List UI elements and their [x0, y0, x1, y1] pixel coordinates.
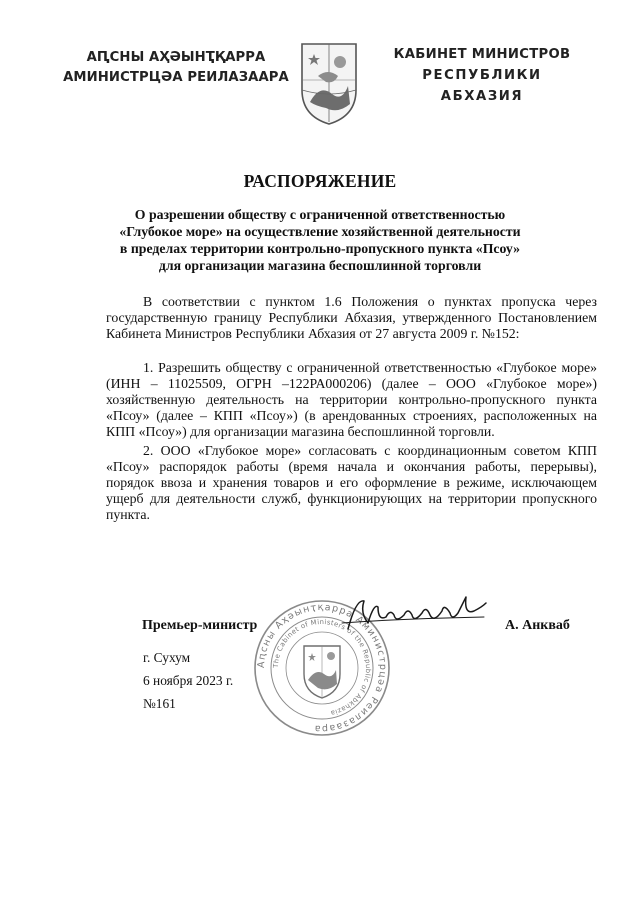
subject-line: О разрешении обществу с ограниченной ответственностью: [134, 207, 506, 222]
subject-line: для организации магазина беспошлинной торговли: [158, 258, 482, 273]
place-of-issue: г. Сухум: [143, 650, 191, 665]
document-body: [106, 294, 597, 524]
document-subject: [100, 206, 540, 274]
seal-emblem-icon: [304, 646, 340, 698]
seal-outer-text: Аԥсны Аҳәынҭқарра Аминистрцәа Реилазаара: [255, 601, 389, 735]
subject-line: в пределах территории контрольно-пропускного пункта «Псоу»: [119, 241, 521, 256]
coat-of-arms-icon: [298, 40, 360, 126]
document-title: РАСПОРЯЖЕНИЕ: [243, 171, 397, 191]
issue-date: 6 ноября 2023 г.: [143, 673, 234, 688]
handwritten-signature: [334, 593, 494, 637]
header-left-line2: АМИНИСТРЦӘА РЕИЛАЗААРА: [63, 70, 289, 85]
subject-line: «Глубокое море» на осуществление хозяйственной деятельности: [119, 224, 521, 239]
header-right-line2: РЕСПУБЛИКИ АБХАЗИЯ: [422, 68, 542, 104]
item-1-paragraph: 1. Разрешить обществу с ограниченной ответственностью «Глубокое море» (ИНН – 11025509, ОГРН –122РА000206) (далее – ООО «Глубокое море») хозяйственную деятельность на территории контрольно-пропускного пункта «Псоу» (далее – КПП «Псоу») (в арендованных строениях, расположенных на КПП «Псоу») для организации магазина беспошлинной торговли.: [106, 359, 597, 440]
signatory-name: А. Анкваб: [505, 618, 570, 633]
header-right-line1: КАБИНЕТ МИНИСТРОВ: [393, 47, 571, 62]
header-russian-title: [382, 44, 582, 107]
header-abkhaz-title: [60, 48, 292, 88]
document-number: №161: [143, 696, 176, 711]
item-2-paragraph: 2. ООО «Глубокое море» согласовать с координационным советом КПП «Псоу» распорядок работы (время начала и окончания работы, перерывы), порядок ввоза и хранения товаров и его оформление в режиме, исключающем ущерб для деятельности служб, функционирующих на территории пропускного пункта.: [106, 442, 597, 523]
signatory-role: Премьер-министр: [142, 618, 258, 633]
preamble-paragraph: В соответствии с пунктом 1.6 Положения о пунктах пропуска через государственную границу Республики Абхазия, утвержденного Постановлением Кабинета Министров Республики Абхазия от 27 августа 2009 г. №152:: [106, 294, 597, 342]
header-left-line1: АԤСНЫ АҲӘЫНҬҚАРРА: [86, 50, 266, 65]
seal-inner-text: The Cabinet of Ministers of the Republic of Abkhazia: [271, 617, 373, 718]
